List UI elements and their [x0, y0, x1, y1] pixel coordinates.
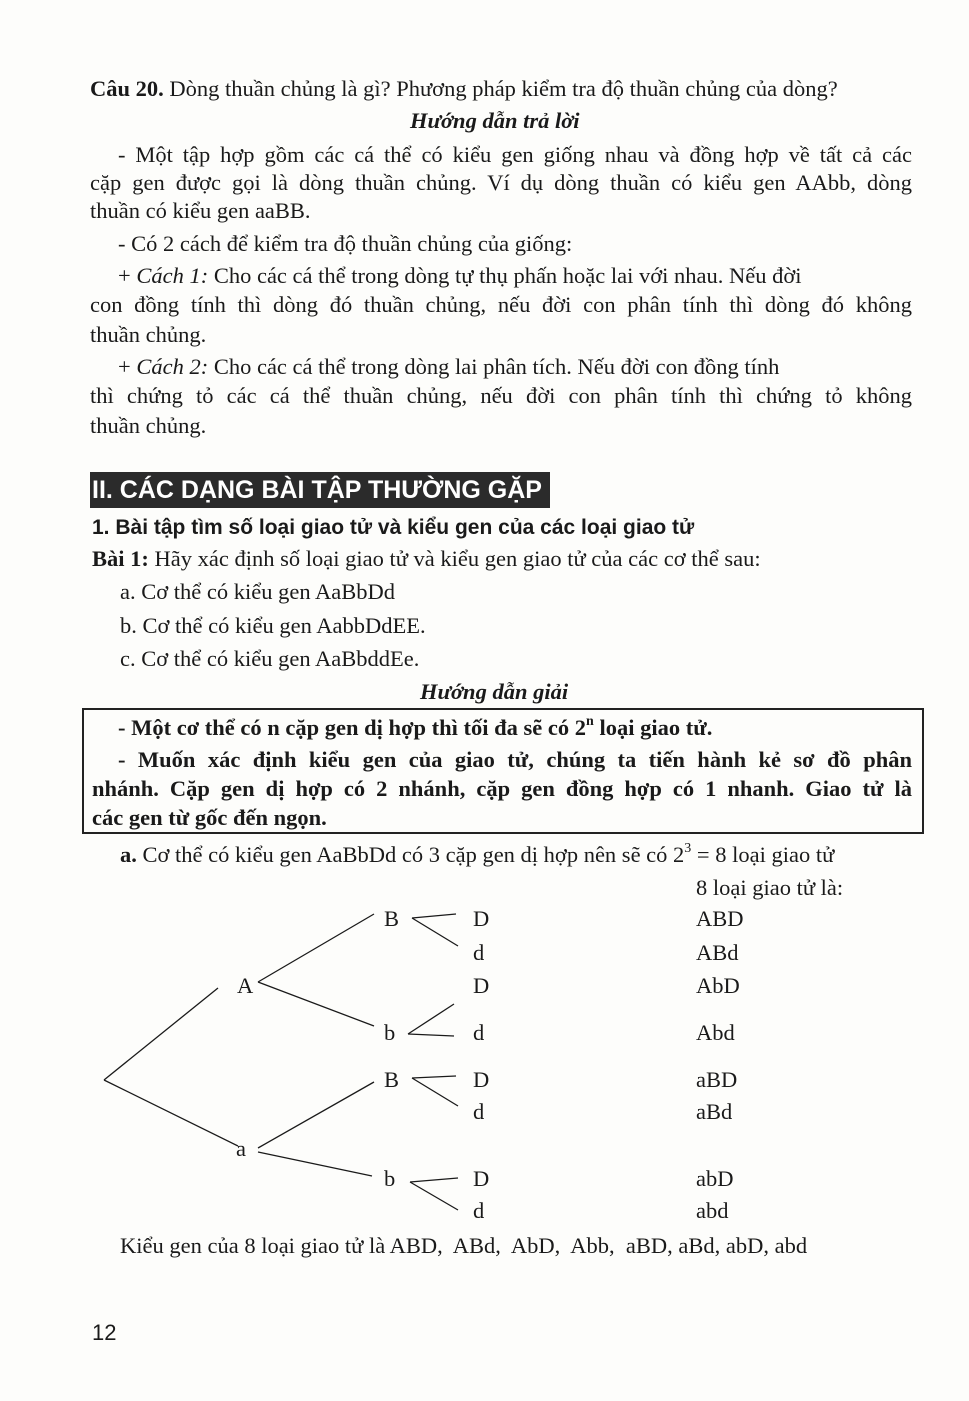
branch-B2-D — [412, 1076, 456, 1078]
gamete-2: ABd — [696, 940, 739, 965]
branch-b1-D — [408, 1004, 454, 1034]
branch-a-b — [258, 1152, 372, 1176]
tree-leaf-8: d — [473, 1198, 485, 1223]
branch-b1-d — [408, 1034, 454, 1036]
exercise-item-c: c. Cơ thể có kiểu gen AaBbddEe. — [120, 646, 420, 671]
method-1-label: Cách 1: — [136, 263, 209, 288]
tree-leaf-2: d — [473, 940, 485, 965]
method-1-text: Cho các cá thể trong dòng tự thụ phấn hoặc lai với nhau. Nếu đời — [208, 263, 802, 288]
tree-node-b1: b — [384, 1020, 396, 1045]
gamete-7: abD — [696, 1166, 734, 1191]
method-2-text: Cho các cá thể trong dòng lai phân tích. Nếu đời con đồng tính — [208, 354, 780, 379]
gamete-3: AbD — [696, 973, 740, 998]
method-2-label: Cách 2: — [136, 354, 209, 379]
section-banner: II. CÁC DẠNG BÀI TẬP THƯỜNG GẶP — [90, 472, 550, 508]
tree-node-a: a — [236, 1136, 246, 1161]
answer-guide-title: Hướng dẫn trả lời — [410, 108, 580, 133]
question-text: Dòng thuần chủng là gì? Phương pháp kiểm tra độ thuần chủng của dòng? — [163, 76, 838, 101]
branch-A-b — [258, 982, 374, 1026]
section-subheading: 1. Bài tập tìm số loại giao tử và kiểu gen của các loại giao tử — [92, 516, 695, 539]
branch-A-B — [258, 914, 374, 982]
solution-a-end: = 8 loại giao tử — [691, 842, 835, 867]
exercise-label: Bài 1: — [92, 546, 149, 571]
branch-b2-d — [410, 1182, 458, 1210]
gamete-5: aBD — [696, 1067, 738, 1092]
answer-line-4: - Có 2 cách để kiểm tra độ thuần chủng của giống: — [118, 231, 573, 256]
solution-a-exponent: 3 — [684, 841, 692, 856]
branch-root-a — [104, 1080, 238, 1146]
rule-line-1-text: - Một cơ thể có n cặp gen dị hợp thì tối đa sẽ có 2 — [118, 715, 587, 740]
gamete-6: aBd — [696, 1099, 733, 1124]
gamete-8: abd — [696, 1198, 729, 1223]
exercise-item-a: a. Cơ thể có kiểu gen AaBbDd — [120, 579, 395, 604]
branch-root-A — [104, 988, 218, 1080]
branch-a-B — [258, 1082, 374, 1148]
method-1-line-3: thuần chủng. — [90, 322, 207, 347]
branch-B2-d — [412, 1078, 458, 1106]
tree-leaf-1: D — [473, 906, 490, 931]
tree-leaf-7: D — [473, 1166, 490, 1191]
tree-leaf-4: d — [473, 1020, 485, 1045]
tree-node-B2: B — [384, 1067, 400, 1092]
tree-node-B1: B — [384, 906, 400, 931]
answer-line-3: thuần có kiểu gen aaBB. — [90, 198, 311, 223]
method-2-prefix: + — [118, 354, 137, 379]
gamete-1: ABD — [696, 906, 744, 931]
rule-line-2: - Muốn xác định kiểu gen của giao tử, chúng ta tiến hành kẻ sơ đồ phân — [118, 747, 912, 772]
method-2-line-2: thì chứng tỏ các cá thể thuần chủng, nếu đời con phân tính thì chứng tỏ không — [90, 383, 912, 408]
rule-line-3: nhánh. Cặp gen dị hợp có 2 nhánh, cặp gen đồng hợp có 1 nhanh. Giao tử là — [92, 776, 912, 801]
gamete-summary: Kiểu gen của 8 loại giao tử là ABD, ABd, AbD, Abb, aBD, aBd, abD, abd — [120, 1233, 808, 1258]
exercise-text: Hãy xác định số loại giao tử và kiểu gen giao tử của các cơ thể sau: — [148, 546, 761, 571]
gamete-4: Abd — [696, 1020, 735, 1045]
rule-exponent: n — [586, 714, 594, 729]
method-1-line-2: con đồng tính thì dòng đó thuần chủng, nếu đời con phân tính thì dòng đó không — [90, 292, 912, 317]
solution-guide-title: Hướng dẫn giải — [420, 679, 569, 704]
gamete-list-title: 8 loại giao tử là: — [696, 875, 844, 900]
answer-line-1: - Một tập hợp gồm các cá thể có kiểu gen giống nhau và đồng hợp về tất cả các — [118, 142, 912, 167]
question-label: Câu 20. — [90, 76, 164, 101]
solution-a-text: Cơ thể có kiểu gen AaBbDd có 3 cặp gen dị hợp nên sẽ có 2 — [136, 842, 685, 867]
branch-b2-D — [410, 1178, 458, 1182]
tree-leaf-3: D — [473, 973, 490, 998]
tree-node-A: A — [237, 973, 254, 998]
rule-line-1-end: loại giao tử. — [593, 715, 713, 740]
tree-node-b2: b — [384, 1166, 396, 1191]
rule-line-4: các gen từ gốc đến ngọn. — [92, 805, 327, 830]
tree-leaf-6: d — [473, 1099, 485, 1124]
branch-B1-d — [412, 918, 458, 946]
branch-B1-D — [412, 914, 456, 918]
exercise-item-b: b. Cơ thể có kiểu gen AabbDdEE. — [120, 613, 426, 638]
method-1-prefix: + — [118, 263, 137, 288]
answer-line-2: cặp gen được gọi là dòng thuần chủng. Ví dụ dòng thuần có kiểu gen AAbb, dòng — [90, 170, 912, 195]
page-number: 12 — [92, 1320, 117, 1345]
method-2-line-3: thuần chủng. — [90, 413, 207, 438]
tree-leaf-5: D — [473, 1067, 490, 1092]
solution-a-label: a. — [120, 842, 137, 867]
